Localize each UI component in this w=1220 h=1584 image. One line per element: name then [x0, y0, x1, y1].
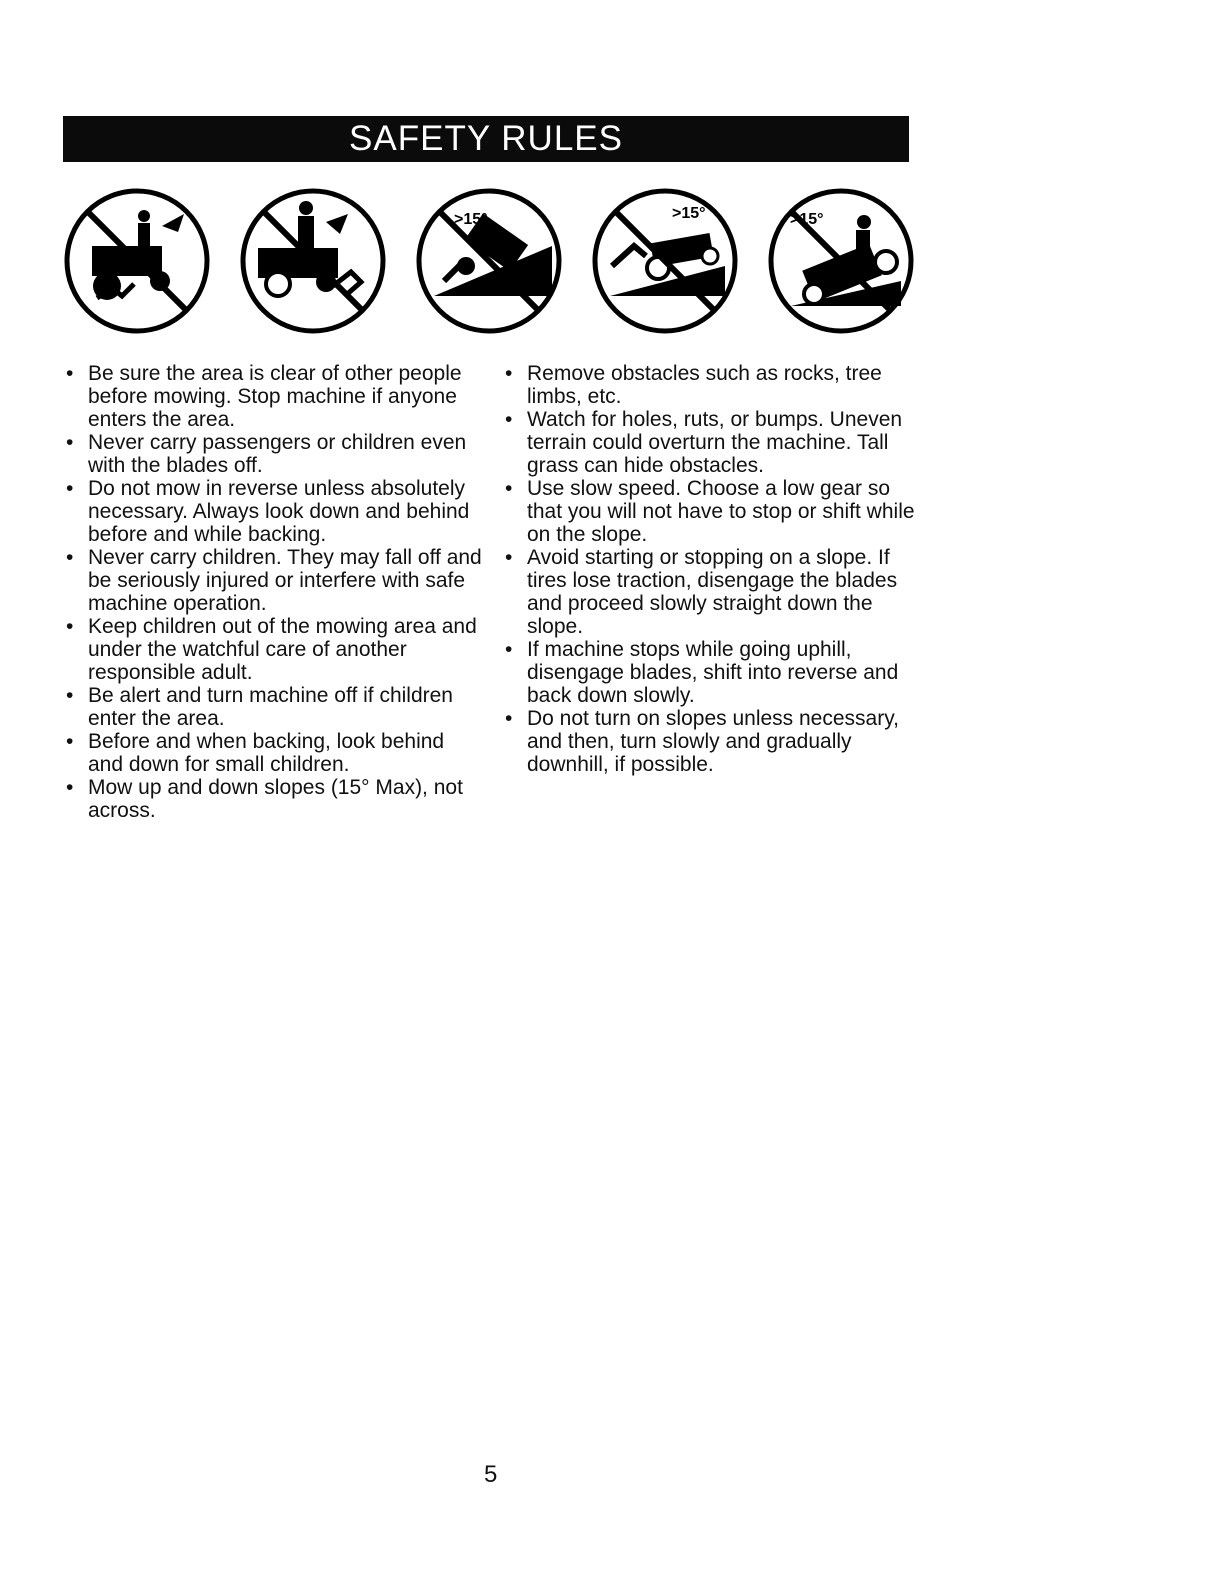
list-item: [64, 684, 484, 730]
list-item: [64, 615, 484, 684]
safety-icon-row: [62, 186, 914, 336]
slope-angle-label: >15°: [790, 211, 824, 228]
rule-text: Be alert and turn machine off if children enter the area.: [88, 684, 453, 730]
rule-text: Before and when backing, look behind and down for small children.: [88, 730, 445, 776]
slope-backward-tip-icon: [590, 186, 740, 336]
rule-text: Mow up and down slopes (15° Max), not across.: [88, 776, 463, 822]
bullet: •: [66, 730, 74, 753]
bullet: •: [505, 362, 513, 385]
bullet: •: [66, 684, 74, 707]
bullet: •: [505, 707, 513, 730]
bullet: •: [505, 638, 513, 661]
bullet: •: [505, 546, 513, 569]
page-number: 5: [484, 1461, 498, 1488]
bullet: •: [66, 477, 74, 500]
page-title: SAFETY RULES: [63, 116, 909, 162]
list-item: [503, 362, 923, 408]
list-item: [64, 730, 484, 776]
bullet: •: [66, 431, 74, 454]
rule-text: Watch for holes, ruts, or bumps. Uneven terrain could overturn the machine. Tall grass can hide obstacles.: [527, 408, 903, 477]
rule-text: Do not mow in reverse unless absolutely necessary. Always look down and behind before and while backing.: [88, 477, 470, 546]
rule-text: Avoid starting or stopping on a slope. If tires lose traction, disengage the blades and proceed slowly straight down the slope.: [527, 546, 898, 638]
list-item: [64, 776, 484, 822]
rule-text: Use slow speed. Choose a low gear so that you will not have to stop or shift while on the slope.: [527, 477, 915, 546]
bullet: •: [505, 477, 513, 500]
slope-angle-label: >15°: [672, 205, 706, 222]
list-item: [64, 431, 484, 477]
bullet: •: [66, 546, 74, 569]
no-passengers-icon: [62, 186, 212, 336]
list-item: [503, 546, 923, 638]
rule-text: Do not turn on slopes unless necessary, and then, turn slowly and gradually downhill, if possible.: [527, 707, 899, 776]
list-item: [64, 546, 484, 615]
left-rules-list: [64, 362, 484, 822]
bullet: •: [505, 408, 513, 431]
slope-angle-label: >15°: [454, 211, 488, 228]
rule-text: Never carry children. They may fall off and be seriously injured or interfere with safe machine operation.: [88, 546, 482, 615]
rule-text: Never carry passengers or children even with the blades off.: [88, 431, 467, 477]
bullet: •: [66, 776, 74, 799]
no-reverse-mowing-icon: [238, 186, 388, 336]
list-item: [503, 638, 923, 707]
rule-text: If machine stops while going uphill, disengage blades, shift into reverse and back down slowly.: [527, 638, 899, 707]
rule-text: Remove obstacles such as rocks, tree limbs, etc.: [527, 362, 882, 408]
list-item: [503, 707, 923, 776]
right-rules-list: [503, 362, 923, 776]
rule-text: Keep children out of the mowing area and under the watchful care of another responsible adult.: [88, 615, 477, 684]
bullet: •: [66, 615, 74, 638]
bullet: •: [66, 362, 74, 385]
slope-tipover-icon: [414, 186, 564, 336]
slope-sideways-tip-icon: [766, 186, 916, 336]
rule-text: Be sure the area is clear of other people before mowing. Stop machine if anyone enters the area.: [88, 362, 462, 431]
list-item: [503, 408, 923, 477]
list-item: [503, 477, 923, 546]
list-item: [64, 477, 484, 546]
list-item: [64, 362, 484, 431]
